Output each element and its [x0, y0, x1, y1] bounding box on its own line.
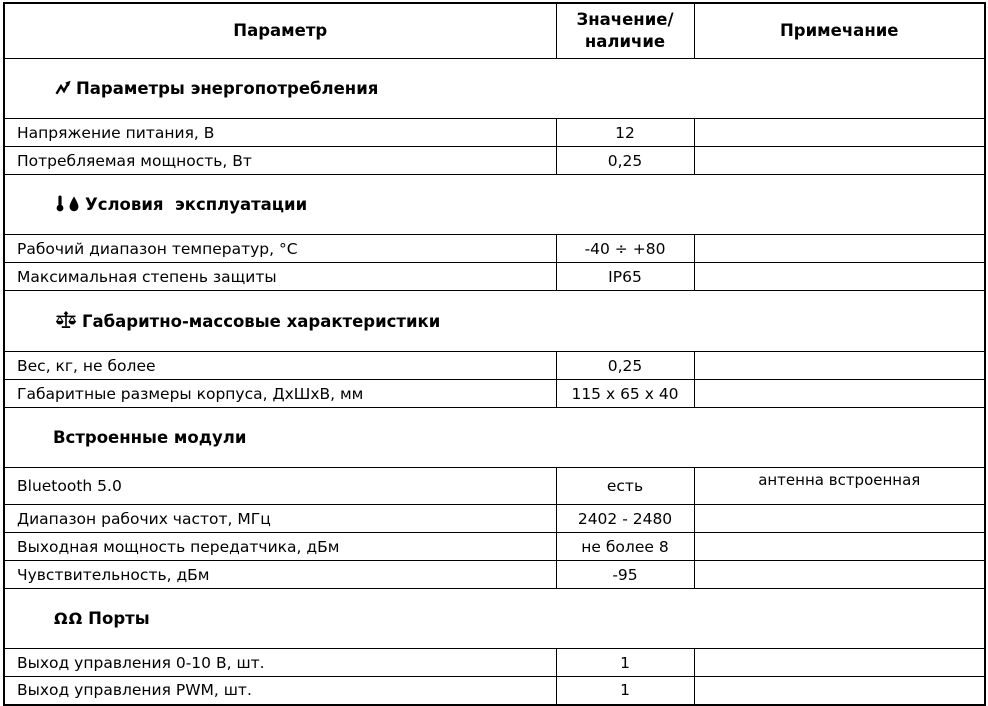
value-cell: IP65: [556, 263, 694, 291]
value-cell: 115 x 65 x 40: [556, 380, 694, 408]
param-cell: Габаритные размеры корпуса, ДхШхВ, мм: [4, 380, 556, 408]
param-cell: Выход управления 0-10 В, шт.: [4, 649, 556, 677]
col-header-value: [556, 3, 694, 59]
section-header-conditions: [4, 175, 985, 235]
value-cell: 1: [556, 677, 694, 705]
section-title: Условия эксплуатации: [84, 195, 308, 214]
section-header-modules: [4, 408, 985, 468]
value-cell: есть: [556, 468, 694, 505]
section-header-ports: [4, 589, 985, 649]
section-title: Встроенные модули: [52, 428, 247, 447]
table-row: [4, 263, 985, 291]
table-row: [4, 505, 985, 533]
table-row: [4, 561, 985, 589]
value-cell: -40 ÷ +80: [556, 235, 694, 263]
value-cell: 12: [556, 119, 694, 147]
param-cell: Выход управления PWM, шт.: [4, 677, 556, 705]
section-title: Порты: [88, 609, 150, 628]
value-cell: 0,25: [556, 147, 694, 175]
param-cell: Рабочий диапазон температур, °С: [4, 235, 556, 263]
thermometer-icon: [55, 195, 65, 212]
note-cell: [694, 380, 985, 408]
param-cell: Выходная мощность передатчика, дБм: [4, 533, 556, 561]
value-cell: -95: [556, 561, 694, 589]
headphones-icon: ΩΩ: [53, 609, 84, 628]
note-cell: [694, 119, 985, 147]
note-cell: [694, 505, 985, 533]
section-title: Параметры энергопотребления: [75, 79, 379, 98]
table-row: [4, 649, 985, 677]
note-cell: [694, 649, 985, 677]
col-header-note: Примечание: [694, 3, 985, 59]
param-cell: Bluetooth 5.0: [4, 468, 556, 505]
param-cell: Потребляемая мощность, Вт: [4, 147, 556, 175]
col-header-value-line1: Значение/: [576, 9, 674, 29]
col-header-param: Параметр: [4, 3, 556, 59]
note-cell: [694, 352, 985, 380]
value-cell: 1: [556, 649, 694, 677]
note-cell: [694, 533, 985, 561]
droplet-icon: [68, 196, 80, 212]
table-row: [4, 380, 985, 408]
value-cell: не более 8: [556, 533, 694, 561]
param-cell: Вес, кг, не более: [4, 352, 556, 380]
table-row: [4, 235, 985, 263]
spec-table: [3, 2, 986, 706]
note-cell: [694, 561, 985, 589]
note-cell: [694, 147, 985, 175]
table-row: [4, 119, 985, 147]
table-row: [4, 468, 985, 505]
note-cell: [694, 235, 985, 263]
section-header-energy: [4, 59, 985, 119]
note-cell: антенна встроенная: [694, 468, 985, 505]
param-cell: Чувствительность, дБм: [4, 561, 556, 589]
param-cell: Диапазон рабочих частот, МГц: [4, 505, 556, 533]
table-row: [4, 352, 985, 380]
header-row: [4, 3, 985, 59]
value-cell: 0,25: [556, 352, 694, 380]
param-cell: Напряжение питания, В: [4, 119, 556, 147]
scales-icon: [55, 311, 77, 329]
table-row: [4, 677, 985, 705]
table-row: [4, 533, 985, 561]
section-title: Габаритно-массовые характеристики: [81, 312, 441, 331]
note-cell: [694, 263, 985, 291]
note-cell: [694, 677, 985, 705]
section-header-mass: [4, 291, 985, 352]
col-header-value-line2: наличие: [584, 32, 666, 51]
param-cell: Максимальная степень защиты: [4, 263, 556, 291]
table-row: [4, 147, 985, 175]
value-cell: 2402 - 2480: [556, 505, 694, 533]
lightning-arrow-icon: [55, 80, 71, 96]
